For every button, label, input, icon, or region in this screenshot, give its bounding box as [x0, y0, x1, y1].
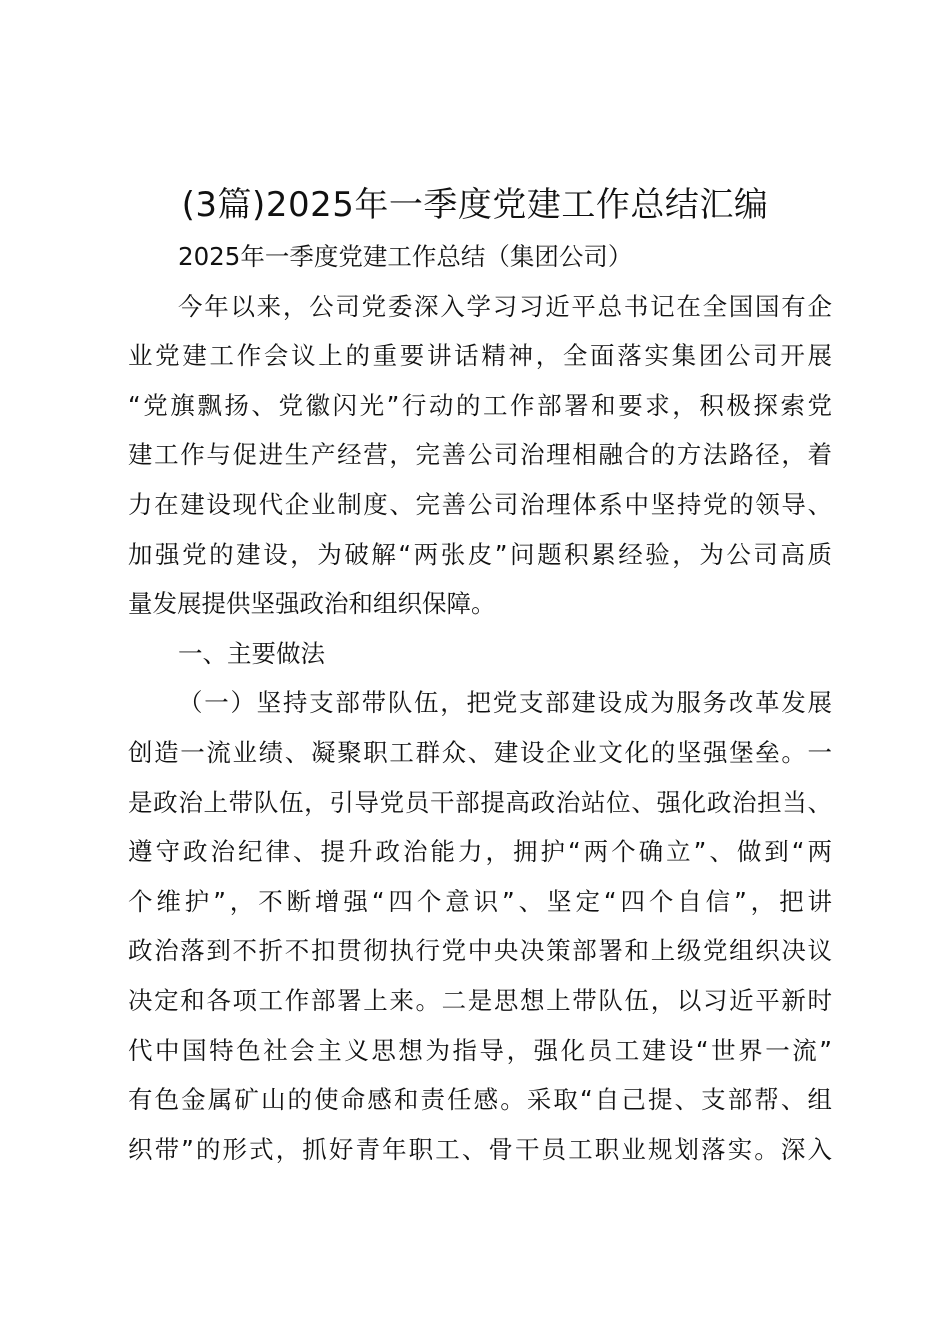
paragraph-2-line: 有色金属矿山的使命感和责任感。采取“自己提、支部帮、组: [128, 1085, 832, 1115]
paragraph-2-line: 创造一流业绩、凝聚职工群众、建设企业文化的坚强堡垒。一: [128, 737, 832, 767]
paragraph-1-line: 量发展提供坚强政治和组织保障。: [128, 589, 496, 619]
paragraph-1-line: “党旗飘扬、党徽闪光”行动的工作部署和要求，积极探索党: [128, 390, 832, 420]
document-title: (3篇)2025年一季度党建工作总结汇编: [181, 185, 769, 225]
paragraph-1-line: 业党建工作会议上的重要讲话精神，全面落实集团公司开展: [128, 341, 832, 371]
paragraph-2-line: 遵守政治纪律、提升政治能力，拥护“两个确立”、做到“两: [128, 837, 832, 867]
paragraph-1-line: 建工作与促进生产经营，完善公司治理相融合的方法路径，着: [128, 440, 832, 470]
paragraph-2-line: 个维护”，不断增强“四个意识”、坚定“四个自信”，把讲: [128, 886, 832, 916]
paragraph-2-line: 织带”的形式，抓好青年职工、骨干员工职业规划落实。深入: [128, 1134, 832, 1164]
document-subtitle: 2025年一季度党建工作总结（集团公司）: [178, 242, 633, 271]
paragraph-1-line: 力在建设现代企业制度、完善公司治理体系中坚持党的领导、: [128, 489, 832, 519]
paragraph-2-line: 决定和各项工作部署上来。二是思想上带队伍，以习近平新时: [128, 985, 832, 1015]
paragraph-2-line: 政治落到不折不扣贯彻执行党中央决策部署和上级党组织决议: [128, 936, 832, 966]
paragraph-2-line: 代中国特色社会主义思想为指导，强化员工建设“世界一流”: [128, 1035, 832, 1065]
paragraph-2-line: （一）坚持支部带队伍，把党支部建设成为服务改革发展: [178, 688, 832, 718]
document-body: [128, 232, 832, 1174]
paragraph-2-line: 是政治上带队伍，引导党员干部提高政治站位、强化政治担当、: [128, 787, 832, 817]
paragraph-1-line: 今年以来，公司党委深入学习习近平总书记在全国国有企: [178, 291, 832, 321]
paragraph-1-line: 加强党的建设，为破解“两张皮”问题积累经验，为公司高质: [128, 539, 832, 569]
section-heading: 一、主要做法: [178, 638, 325, 668]
